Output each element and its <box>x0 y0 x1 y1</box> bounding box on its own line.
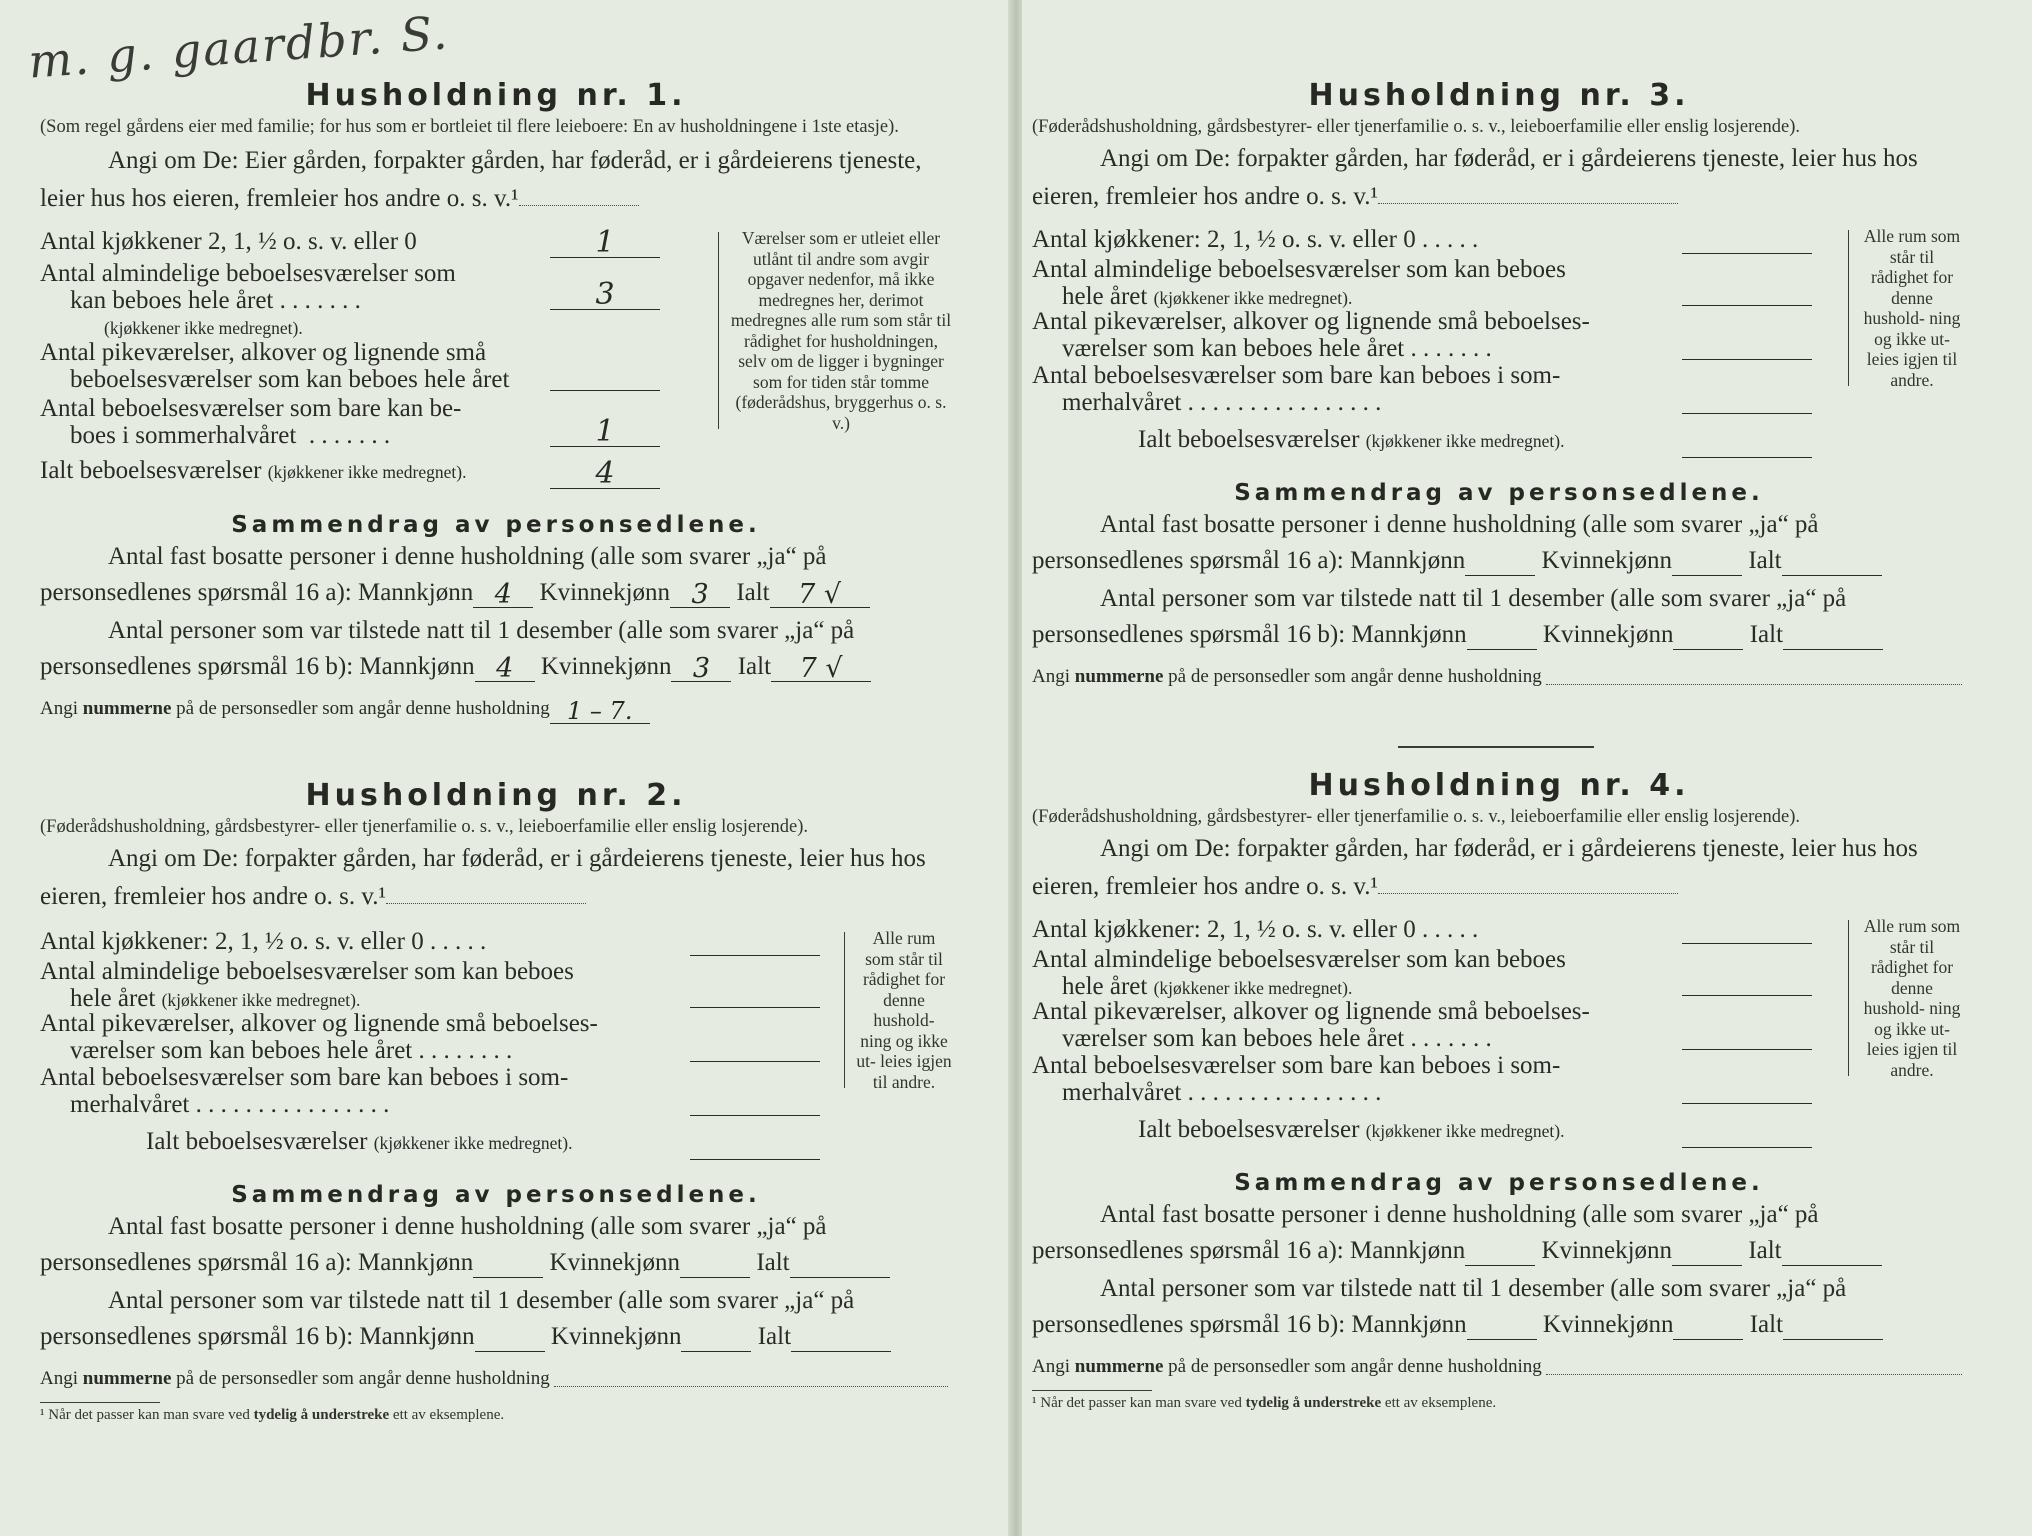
h1-16a-kvinne: 3 <box>670 583 730 608</box>
h2-16b-mann <box>475 1327 545 1352</box>
h2-fast-text: Antal fast bosatte personer i denne husholdning (alle som svarer „ja“ på <box>108 1213 827 1240</box>
left-page <box>0 0 1010 1536</box>
h1-16a-mann: 4 <box>473 583 533 608</box>
h2-present-text: Antal personer som var tilstede natt til 1 desember (alle som svarer „ja“ på <box>108 1287 855 1314</box>
h4-rooms-answer <box>1682 995 1812 996</box>
h2-total-row: Ialt beboelsesværelser (kjøkkener ikke medregnet). <box>40 1128 820 1162</box>
h4-total-row: Ialt beboelsesværelser (kjøkkener ikke medregnet). <box>1032 1116 1812 1150</box>
h1-16b-kvinne: 3 <box>671 657 731 682</box>
household-1-title: Husholdning nr. 1. <box>305 78 687 113</box>
h1-fast-text: Antal fast bosatte personer i denne husholdning (alle som svarer „ja“ på <box>108 543 827 570</box>
h3-16b-ialt <box>1783 625 1883 650</box>
h1-total-answer: 4 <box>550 460 660 489</box>
h3-fast-text: Antal fast bosatte personer i denne husholdning (alle som svarer „ja“ på <box>1100 511 1819 538</box>
h1-16b-row: personsedlenes spørsmål 16 b): Mannkjønn 4 Kvinnekjønn 3 Ialt 7 √ <box>40 652 952 682</box>
h3-rooms-answer <box>1682 305 1812 306</box>
h1-16b-mann: 4 <box>475 657 535 682</box>
left-footnote: ¹ Når det passer kan man svare ved tydelig å understreke ett av eksemplene. <box>40 1402 160 1424</box>
h3-total-row: Ialt beboelsesværelser (kjøkkener ikke medregnet). <box>1032 426 1812 460</box>
household-2-rooms <box>40 928 952 1168</box>
h4-summer-row: Antal beboelsesværelser som bare kan beboes i som- merhalvåret . . . . . . . . . . . . . . . . <box>1032 1052 1812 1106</box>
h1-numbers-answer: 1 – 7. <box>550 699 650 724</box>
h1-small-rooms-row: Antal pikeværelser, alkover og lignende små beboelsesværelser som kan beboes hele året <box>40 339 660 395</box>
h3-summer-row: Antal beboelsesværelser som bare kan beboes i som- merhalvåret . . . . . . . . . . . . . . . . <box>1032 362 1812 416</box>
h4-present-text: Antal personer som var tilstede natt til 1 desember (alle som svarer „ja“ på <box>1100 1275 1847 1302</box>
h1-rooms-answer: 3 <box>550 281 660 310</box>
h1-rooms-row: Antal almindelige beboelsesværelser som kan beboes hele året . . . . . . . 3 <box>40 260 660 316</box>
h2-16b-kvinne <box>681 1327 751 1352</box>
h3-16b-kvinne <box>1673 625 1743 650</box>
h2-16b-ialt <box>791 1327 891 1352</box>
h2-kitchens-row: Antal kjøkkener: 2, 1, ½ o. s. v. eller 0 . . . . . <box>40 928 820 958</box>
household-4-rooms <box>1032 916 1966 1156</box>
h1-rooms-note: (kjøkkener ikke medregnet). <box>104 318 303 338</box>
h1-kitchens-row: Antal kjøkkener 2, 1, ½ o. s. v. eller 0 1 <box>40 228 660 260</box>
section-divider <box>1398 746 1594 748</box>
h4-16b-kvinne <box>1673 1315 1743 1340</box>
household-3-title: Husholdning nr. 3. <box>1308 78 1690 113</box>
h3-numbers-row: Angi nummerne på de personsedler som angår denne husholdning <box>1032 662 1966 692</box>
household-3 <box>1032 78 1966 692</box>
household-2-title: Husholdning nr. 2. <box>305 778 687 813</box>
h4-16a-mann <box>1465 1241 1535 1266</box>
h1-numbers-row: Angi nummerne på de personsedler som angår denne husholdning 1 – 7. <box>40 694 952 724</box>
h4-numbers-row: Angi nummerne på de personsedler som angår denne husholdning <box>1032 1352 1966 1382</box>
h4-rooms-row: Antal almindelige beboelsesværelser som kan beboes hele året (kjøkkener ikke medregnet). <box>1032 946 1812 998</box>
h1-summer-row: Antal beboelsesværelser som bare kan be- boes i sommerhalvåret . . . . . . . 1 <box>40 395 660 451</box>
h4-16a-ialt <box>1782 1241 1882 1266</box>
h1-16b-ialt: 7 √ <box>771 657 871 682</box>
h2-rooms-answer <box>690 1007 820 1008</box>
h1-16a-row: personsedlenes spørsmål 16 a): Mannkjønn 4 Kvinnekjønn 3 Ialt 7 √ <box>40 578 952 608</box>
handwritten-note: m. g. gaardbr. S. <box>26 5 451 89</box>
household-2-angi: Angi om De: forpakter gården, har føderåd, er i gårdeierens tjeneste, leier hus hos eieren, fremleier hos andre o. s. v.¹ <box>40 845 926 910</box>
h4-16a-kvinne <box>1672 1241 1742 1266</box>
h4-fast-text: Antal fast bosatte personer i denne husholdning (alle som svarer „ja“ på <box>1100 1201 1819 1228</box>
h2-summer-answer <box>690 1115 820 1116</box>
h2-summer-row: Antal beboelsesværelser som bare kan beboes i som- merhalvåret . . . . . . . . . . . . . . . . <box>40 1064 820 1118</box>
h1-small-rooms-answer <box>550 390 660 391</box>
h3-summer-answer <box>1682 413 1812 414</box>
h2-summary-title: Sammendrag av personsedlene. <box>231 1182 761 1208</box>
h4-16b-row: personsedlenes spørsmål 16 b): Mannkjønn Kvinnekjønn Ialt <box>1032 1310 1966 1340</box>
h3-16b-mann <box>1467 625 1537 650</box>
h4-16b-mann <box>1467 1315 1537 1340</box>
h3-rooms-row: Antal almindelige beboelsesværelser som kan beboes hele året (kjøkkener ikke medregnet). <box>1032 256 1812 308</box>
h2-16a-kvinne <box>680 1253 750 1278</box>
household-3-angi: Angi om De: forpakter gården, har føderåd, er i gårdeierens tjeneste, leier hus hos eieren, fremleier hos andre o. s. v.¹ <box>1032 145 1918 210</box>
h3-16a-mann <box>1465 551 1535 576</box>
h1-total-row: Ialt beboelsesværelser (kjøkkener ikke medregnet). 4 <box>40 457 660 491</box>
h4-16a-row: personsedlenes spørsmål 16 a): Mannkjønn Kvinnekjønn Ialt <box>1032 1236 1966 1266</box>
h2-kitchens-answer <box>690 955 820 956</box>
h1-bracket-note: Værelser som er utleiet eller utlånt til andre som avgir opgaver nedenfor, må ikke medregnes her, derimot medregnes alle rum som står til rådighet for husholdningen, selv om de ligger i bygninger som for tiden står tomme (føderådshus, bryggerhus o. s. v.) <box>730 228 952 433</box>
right-footnote: ¹ Når det passer kan man svare ved tydelig å understreke ett av eksemplene. <box>1032 1390 1152 1412</box>
household-3-note: (Føderådshusholdning, gårdsbestyrer- eller tjenerfamilie o. s. v., leieboerfamilie eller enslig losjerende). <box>1032 117 1800 137</box>
household-1-rooms <box>40 225 952 498</box>
h2-numbers-row: Angi nummerne på de personsedler som angår denne husholdning <box>40 1364 952 1394</box>
h3-kitchens-row: Antal kjøkkener: 2, 1, ½ o. s. v. eller 0 . . . . . <box>1032 226 1812 256</box>
h3-total-answer <box>1682 457 1812 458</box>
h3-16a-kvinne <box>1672 551 1742 576</box>
h2-small-row: Antal pikeværelser, alkover og lignende små beboelses- værelser som kan beboes hele året . . . . . . . . <box>40 1010 820 1064</box>
household-4 <box>1032 768 1966 1412</box>
h3-small-row: Antal pikeværelser, alkover og lignende små beboelses- værelser som kan beboes hele året . . . . . . . <box>1032 308 1812 362</box>
h2-16a-ialt <box>790 1253 890 1278</box>
household-4-angi: Angi om De: forpakter gården, har føderåd, er i gårdeierens tjeneste, leier hus hos eieren, fremleier hos andre o. s. v.¹ <box>1032 835 1918 900</box>
h2-small-answer <box>690 1061 820 1062</box>
h4-small-row: Antal pikeværelser, alkover og lignende små beboelses- værelser som kan beboes hele året . . . . . . . <box>1032 998 1812 1052</box>
h2-bracket-note: Alle rum som står til rådighet for denne hushold- ning og ikke ut- leies igjen til andre. <box>856 928 952 1092</box>
h3-present-text: Antal personer som var tilstede natt til 1 desember (alle som svarer „ja“ på <box>1100 585 1847 612</box>
h2-16b-row: personsedlenes spørsmål 16 b): Mannkjønn Kvinnekjønn Ialt <box>40 1322 952 1352</box>
household-2 <box>40 778 952 1424</box>
right-page <box>1022 0 2032 1536</box>
h4-kitchens-answer <box>1682 943 1812 944</box>
h1-summary-title: Sammendrag av personsedlene. <box>231 512 761 538</box>
h4-summary-title: Sammendrag av personsedlene. <box>1234 1170 1764 1196</box>
household-4-note: (Føderådshusholdning, gårdsbestyrer- eller tjenerfamilie o. s. v., leieboerfamilie eller enslig losjerende). <box>1032 807 1800 827</box>
h4-total-answer <box>1682 1147 1812 1148</box>
household-1 <box>40 78 952 724</box>
household-3-rooms <box>1032 226 1966 466</box>
h3-16a-row: personsedlenes spørsmål 16 a): Mannkjønn Kvinnekjønn Ialt <box>1032 546 1966 576</box>
h2-16a-mann <box>473 1253 543 1278</box>
household-1-note: (Som regel gårdens eier med familie; for hus som er bortleiet til flere leieboere: En av husholdningene i 1ste etasje). <box>40 117 899 137</box>
h4-small-answer <box>1682 1049 1812 1050</box>
h3-16a-ialt <box>1782 551 1882 576</box>
h2-rooms-row: Antal almindelige beboelsesværelser som kan beboes hele året (kjøkkener ikke medregnet). <box>40 958 820 1010</box>
h2-16a-row: personsedlenes spørsmål 16 a): Mannkjønn Kvinnekjønn Ialt <box>40 1248 952 1278</box>
h3-16b-row: personsedlenes spørsmål 16 b): Mannkjønn Kvinnekjønn Ialt <box>1032 620 1966 650</box>
h1-kitchens-answer: 1 <box>550 229 660 258</box>
household-1-angi: Angi om De: Eier gården, forpakter gården, har føderåd, er i gårdeierens tjeneste, leier hus hos eieren, fremleier hos andre o. s. v.¹ <box>40 147 922 212</box>
h1-16a-ialt: 7 √ <box>770 583 870 608</box>
h3-summary-title: Sammendrag av personsedlene. <box>1234 480 1764 506</box>
household-2-note: (Føderådshusholdning, gårdsbestyrer- eller tjenerfamilie o. s. v., leieboerfamilie eller enslig losjerende). <box>40 817 808 837</box>
h3-small-answer <box>1682 359 1812 360</box>
h4-bracket-note: Alle rum som står til rådighet for denne hushold- ning og ikke ut- leies igjen til andre. <box>1860 916 1964 1080</box>
h4-16b-ialt <box>1783 1315 1883 1340</box>
h2-total-answer <box>690 1159 820 1160</box>
h4-kitchens-row: Antal kjøkkener: 2, 1, ½ o. s. v. eller 0 . . . . . <box>1032 916 1812 946</box>
h1-present-text: Antal personer som var tilstede natt til 1 desember (alle som svarer „ja“ på <box>108 617 855 644</box>
h1-summer-answer: 1 <box>550 418 660 447</box>
h3-bracket-note: Alle rum som står til rådighet for denne hushold- ning og ikke ut- leies igjen til andre. <box>1860 226 1964 390</box>
h4-summer-answer <box>1682 1103 1812 1104</box>
household-4-title: Husholdning nr. 4. <box>1308 768 1690 803</box>
h3-kitchens-answer <box>1682 253 1812 254</box>
